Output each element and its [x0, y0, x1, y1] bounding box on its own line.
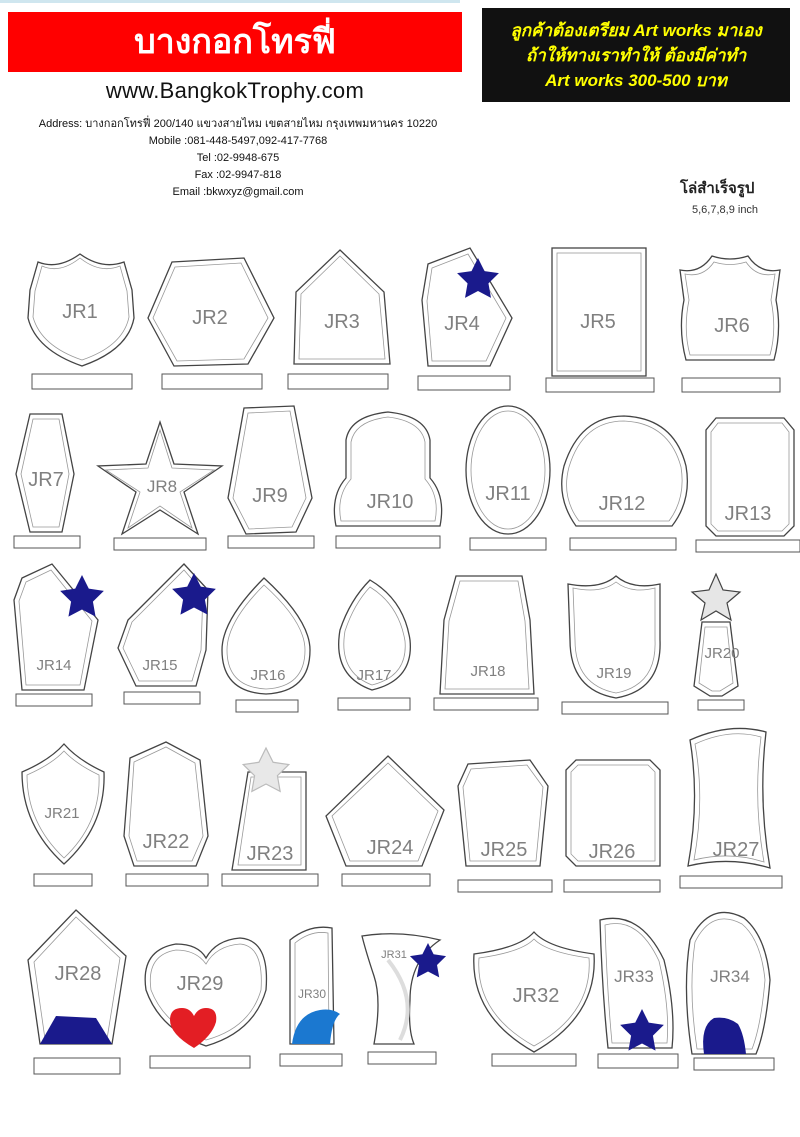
trophy-jr14[interactable] — [14, 564, 104, 706]
trophy-label: JR9 — [252, 485, 288, 507]
trophy-jr18[interactable] — [434, 576, 538, 710]
trophy-label: JR15 — [142, 657, 178, 674]
star-icon — [172, 573, 216, 615]
trophy-jr29[interactable] — [145, 938, 266, 1068]
trophy-label: JR20 — [704, 645, 740, 662]
trophy-label: JR22 — [142, 831, 190, 853]
trophy-label: JR27 — [712, 839, 760, 861]
trophy-jr28[interactable] — [28, 910, 126, 1074]
star-icon — [457, 258, 499, 298]
trophy-jr32[interactable] — [474, 932, 594, 1066]
trophy-label: JR11 — [485, 483, 531, 505]
trophy-jr31[interactable] — [362, 934, 446, 1064]
email-line: Email :bkwxyz@gmail.com — [172, 186, 304, 198]
trophy-label: JR17 — [356, 667, 392, 684]
trophy-jr33[interactable] — [598, 918, 678, 1068]
base-shape — [703, 1018, 746, 1054]
trophy-jr5[interactable] — [546, 248, 654, 392]
trophy-jr21[interactable] — [22, 744, 104, 886]
trophy-jr11[interactable] — [466, 406, 550, 550]
base-shape — [40, 1016, 112, 1044]
trophy-jr8[interactable] — [98, 422, 222, 550]
trophy-jr3[interactable] — [288, 250, 390, 389]
trophy-label: JR21 — [44, 805, 80, 822]
trophy-jr30[interactable] — [280, 927, 342, 1066]
trophy-label: JR24 — [366, 837, 414, 859]
trophy-label: JR8 — [146, 477, 178, 496]
trophy-label: JR12 — [598, 493, 646, 515]
trophy-label: JR5 — [580, 311, 616, 333]
mobile-line: Mobile :081-448-5497,092-417-7768 — [148, 135, 328, 147]
trophy-label: JR31 — [381, 949, 407, 961]
address-line: Address: บางกอกโทรฟี่ 200/140 แขวงสายไหม เขตสายไหม กรุงเทพมหานคร 10220 — [38, 118, 438, 130]
trophy-label: JR19 — [596, 665, 632, 682]
trophy-jr20[interactable] — [692, 574, 744, 710]
trophy-jr15[interactable] — [118, 564, 216, 704]
trophy-jr1[interactable] — [28, 254, 134, 389]
catalog-sizes: 5,6,7,8,9 inch — [692, 204, 759, 216]
trophy-label: JR10 — [366, 491, 414, 513]
trophy-jr6[interactable] — [680, 256, 780, 392]
trophy-jr26[interactable] — [564, 760, 660, 892]
trophy-jr4[interactable] — [418, 248, 512, 390]
trophy-label: JR26 — [588, 841, 636, 863]
trophy-jr2[interactable] — [148, 258, 274, 389]
trophy-jr19[interactable] — [562, 576, 668, 714]
notice-line-2: ถ้าให้ทางเราทำให้ ต้องมีค่าทำ — [525, 46, 747, 65]
trophy-label: JR32 — [512, 985, 560, 1007]
catalog-title: โล่สำเร็จรูป — [680, 179, 755, 197]
trophy-label: JR16 — [250, 667, 286, 684]
trophy-label: JR34 — [710, 967, 750, 986]
trophy-label: JR7 — [28, 469, 64, 491]
brand-banner: บางกอกโทรฟี่ — [8, 12, 462, 72]
trophy-label: JR25 — [480, 839, 528, 861]
trophy-label: JR6 — [714, 315, 750, 337]
drop-icon — [292, 1010, 340, 1045]
trophy-label: JR30 — [297, 987, 327, 1001]
star-icon — [620, 1009, 664, 1051]
trophy-label: JR4 — [444, 313, 480, 335]
trophy-label: JR29 — [176, 973, 224, 995]
trophy-label: JR33 — [614, 967, 654, 986]
trophy-jr9[interactable] — [228, 406, 314, 548]
fax-line: Fax :02-9947-818 — [194, 169, 282, 181]
trophy-jr24[interactable] — [326, 756, 444, 886]
trophy-jr16[interactable] — [222, 578, 310, 712]
trophy-label: JR14 — [36, 657, 72, 674]
website-link[interactable]: www.BangkokTrophy.com — [105, 78, 365, 103]
trophy-label: JR28 — [54, 963, 102, 985]
trophy-jr22[interactable] — [124, 742, 208, 886]
trophy-jr7[interactable] — [14, 414, 80, 548]
star-icon — [410, 943, 446, 977]
tel-line: Tel :02-9948-675 — [196, 152, 280, 164]
trophy-jr23[interactable] — [222, 748, 318, 886]
trophy-jr17[interactable] — [338, 580, 410, 710]
trophy-label: JR23 — [246, 843, 294, 865]
trophy-jr13[interactable] — [696, 418, 800, 552]
trophy-label: JR1 — [62, 301, 98, 323]
trophy-label: JR3 — [324, 311, 360, 333]
heart-icon — [170, 1008, 216, 1048]
trophy-label: JR13 — [724, 503, 772, 525]
notice-line-1: ลูกค้าต้องเตรียม Art works มาเอง — [510, 21, 762, 40]
trophy-label: JR18 — [470, 663, 506, 680]
trophy-jr27[interactable] — [680, 728, 782, 888]
trophy-jr25[interactable] — [458, 760, 552, 892]
trophy-jr34[interactable] — [686, 912, 774, 1070]
trophy-jr10[interactable] — [334, 412, 441, 548]
notice-line-3: Art works 300-500 บาท — [545, 71, 727, 90]
trophy-label: JR2 — [192, 307, 228, 329]
trophy-jr12[interactable] — [562, 416, 688, 550]
